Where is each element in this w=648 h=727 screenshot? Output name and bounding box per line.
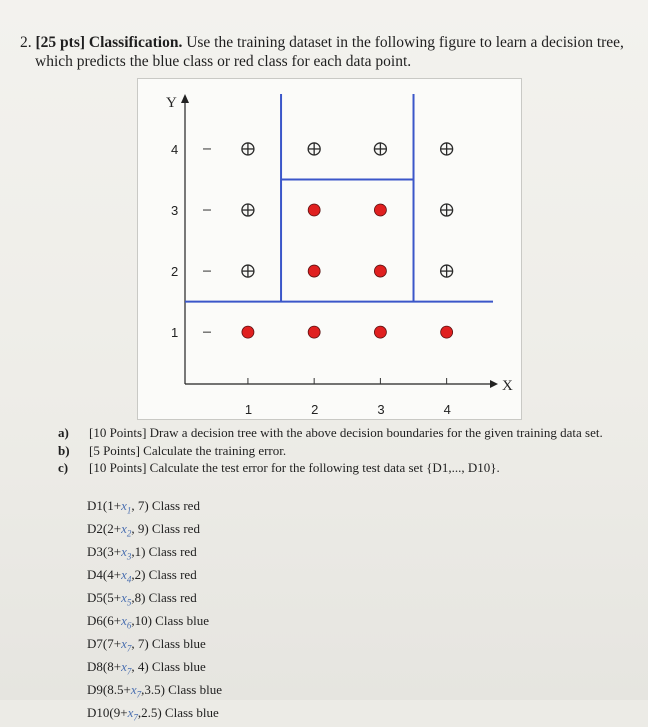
part-item [58,460,628,476]
part-item [58,443,628,459]
test-variable-subscript: 7 [133,712,138,723]
test-id: D8(8+ [87,659,122,674]
test-variable: x [121,498,127,513]
test-data-row [87,612,222,635]
y-tick-label: 4 [171,141,179,157]
test-variable: x [121,659,127,674]
x-tick-label: 3 [377,402,385,417]
x-axis-arrow [490,380,498,388]
part-text: [5 Points] Calculate the training error. [89,442,287,458]
data-point-blue [441,265,453,277]
data-point-blue [242,143,254,155]
test-rest: ,8) Class red [131,590,197,605]
y-tick-label: 1 [171,325,179,341]
part-text: [10 Points] Draw a decision tree with the above decision boundaries for the given training data set. [89,425,603,440]
test-variable-subscript: 7 [136,689,142,700]
test-rest: ,2) Class red [131,567,197,582]
test-rest: , 7) Class red [131,498,200,513]
test-variable: x [127,705,134,720]
part-label: a) [58,425,69,440]
test-variable: x [121,544,127,559]
test-rest: , 7) Class blue [131,636,206,651]
data-point-blue [441,143,453,155]
figure-box [137,78,522,420]
data-point-red [242,326,254,338]
data-point-red [374,204,386,216]
test-rest: ,2.5) Class blue [137,705,219,720]
test-id: D5(5+ [87,590,122,605]
test-data-row [87,497,222,520]
question-text-line2: which predicts the blue class or red class for each data point. [35,53,412,70]
test-variable: x [121,636,127,651]
test-rest: ,1) Class red [131,544,197,559]
test-id: D4(4+ [87,567,122,582]
data-point-red [374,326,386,338]
data-point-blue [441,204,453,216]
test-variable-subscript: 7 [126,643,132,654]
test-data-row [87,589,222,612]
data-point-blue [308,143,320,155]
test-variable-subscript: 1 [126,505,132,516]
test-variable: x [121,521,127,536]
test-data-list [87,497,222,727]
data-point-red [374,265,386,277]
test-variable-subscript: 2 [126,528,132,539]
data-point-blue [242,265,254,277]
test-id: D3(3+ [87,544,122,559]
question-number: 2. [20,34,32,51]
y-axis-arrow [181,94,189,103]
test-variable: x [121,613,127,628]
part-text: [10 Points] Calculate the test error for the following test data set {D1,..., D10}. [89,460,500,475]
test-variable-subscript: 3 [126,551,132,562]
question-title: Classification. [88,34,183,51]
y-tick-label: 2 [171,264,179,280]
test-id: D9(8.5+ [87,682,131,697]
x-axis-label: X [502,378,513,394]
test-data-row [87,566,222,589]
test-data-row [87,658,222,681]
question-points: [25 pts] [35,34,86,51]
test-data-row [87,543,222,566]
test-variable: x [121,590,127,605]
y-tick-label: 3 [171,203,179,219]
test-id: D2(2+ [87,521,122,536]
part-label: c) [58,460,69,475]
parts-list [58,425,628,478]
test-rest: ,10) Class blue [131,613,209,628]
scatter-plot [138,79,521,419]
test-id: D1(1+ [87,498,122,513]
test-id: D10(9+ [87,705,128,720]
test-data-row [87,520,222,543]
part-item [58,425,628,441]
data-point-red [308,204,320,216]
test-variable-subscript: 5 [126,597,132,608]
question-text-line1: Use the training dataset in the following figure to learn a decision tree, [186,34,624,51]
data-point-blue [374,143,386,155]
x-tick-label: 2 [311,402,319,417]
x-tick-label: 1 [244,402,253,417]
test-rest: , 9) Class red [131,521,200,536]
y-axis-label: Y [166,95,177,111]
test-rest: , 4) Class blue [131,659,206,674]
test-variable-subscript: 7 [126,666,132,677]
data-point-blue [242,204,254,216]
test-variable-subscript: 6 [126,620,132,631]
test-variable-subscript: 4 [126,574,132,585]
question-header [20,33,640,71]
test-rest: ,3.5) Class blue [141,682,222,697]
test-variable: x [130,682,137,697]
test-data-row [87,704,222,727]
test-id: D7(7+ [87,636,122,651]
test-id: D6(6+ [87,613,122,628]
test-variable: x [121,567,127,582]
data-point-red [308,265,320,277]
data-point-red [441,326,453,338]
test-data-row [87,681,222,704]
x-tick-label: 4 [443,402,451,417]
data-point-red [308,326,320,338]
part-label: b) [58,442,70,458]
test-data-row [87,635,222,658]
